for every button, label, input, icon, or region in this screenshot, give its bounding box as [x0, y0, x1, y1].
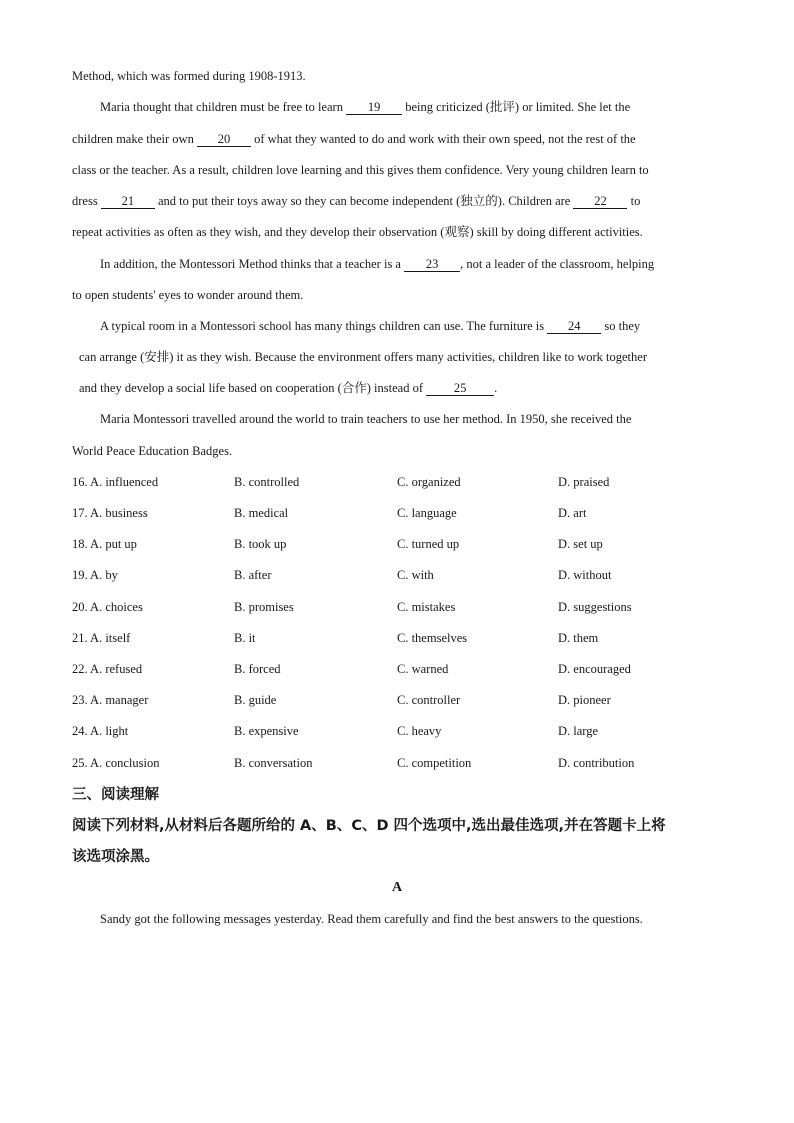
option-17-a: 17. A. business [72, 506, 148, 520]
passage-text: and they develop a social life based on cooperation (合作) instead of [79, 381, 423, 395]
passage-text: In addition, the Montessori Method thinks that a teacher is a [100, 257, 401, 271]
blank-21: 21 [101, 194, 155, 209]
option-20-b: B. promises [234, 600, 294, 614]
option-20-a: 20. A. choices [72, 600, 143, 614]
option-23-d: D. pioneer [558, 693, 611, 707]
passage-text: . [494, 381, 498, 395]
option-24-c: C. heavy [397, 724, 442, 738]
option-21-b: B. it [234, 631, 256, 645]
option-25-b: B. conversation [234, 756, 313, 770]
passage-line: can arrange (安排) it as they wish. Because the environment offers many activities, children like to work together [79, 350, 647, 364]
passage-line [100, 99, 630, 115]
passage-text: A typical room in a Montessori school has many things children can use. The furniture is [100, 319, 545, 333]
reading-intro: Sandy got the following messages yesterday. Read them carefully and find the best answers to the questions. [100, 912, 643, 926]
option-17-c: C. language [397, 506, 457, 520]
option-16-c: C. organized [397, 475, 461, 489]
passage-text: Maria thought that children must be free to learn [100, 100, 343, 114]
option-21-a: 21. A. itself [72, 631, 131, 645]
option-16-d: D. praised [558, 475, 610, 489]
passage-text: , not a leader of the classroom, helping [460, 257, 655, 271]
option-19-c: C. with [397, 568, 434, 582]
blank-19: 19 [346, 100, 402, 115]
passage-line [79, 380, 497, 396]
blank-24: 24 [547, 319, 601, 334]
option-25-d: D. contribution [558, 756, 635, 770]
passage-line: Method, which was formed during 1908-1913. [72, 69, 306, 83]
option-23-c: C. controller [397, 693, 461, 707]
option-18-d: D. set up [558, 537, 603, 551]
option-17-d: D. art [558, 506, 587, 520]
option-21-d: D. them [558, 631, 599, 645]
passage-line: repeat activities as often as they wish, and they develop their observation (观察) skill by doing different activities. [72, 225, 643, 239]
option-23-b: B. guide [234, 693, 277, 707]
option-20-d: D. suggestions [558, 600, 632, 614]
section-instruction: 阅读下列材料,从材料后各题所给的 A、B、C、D 四个选项中,选出最佳选项,并在答题卡上将 [72, 818, 666, 834]
passage-line [100, 318, 640, 334]
blank-22: 22 [573, 194, 627, 209]
option-19-d: D. without [558, 568, 612, 582]
blank-20: 20 [197, 132, 251, 147]
option-16-b: B. controlled [234, 475, 300, 489]
passage-text: children make their own [72, 132, 194, 146]
option-22-a: 22. A. refused [72, 662, 143, 676]
passage-text: dress [72, 194, 98, 208]
blank-25: 25 [426, 381, 494, 396]
option-19-b: B. after [234, 568, 272, 582]
option-18-b: B. took up [234, 537, 287, 551]
passage-text: to [630, 194, 641, 208]
option-18-a: 18. A. put up [72, 537, 137, 551]
passage-line: to open students' eyes to wonder around them. [72, 288, 304, 302]
section-instruction: 该选项涂黑。 [72, 849, 159, 865]
passage-line: World Peace Education Badges. [72, 444, 233, 458]
passage-line: Maria Montessori travelled around the world to train teachers to use her method. In 1950, she received the [100, 412, 632, 426]
passage-text: of what they wanted to do and work with their own speed, not the rest of the [254, 132, 636, 146]
passage-line [72, 193, 640, 209]
part-label: A [391, 880, 403, 895]
option-25-a: 25. A. conclusion [72, 756, 160, 770]
passage-text: so they [604, 319, 641, 333]
option-24-d: D. large [558, 724, 599, 738]
option-22-c: C. warned [397, 662, 449, 676]
option-18-c: C. turned up [397, 537, 460, 551]
option-17-b: B. medical [234, 506, 289, 520]
option-16-a: 16. A. influenced [72, 475, 159, 489]
section-heading: 三、阅读理解 [72, 787, 159, 803]
option-22-b: B. forced [234, 662, 281, 676]
option-19-a: 19. A. by [72, 568, 118, 582]
option-20-c: C. mistakes [397, 600, 456, 614]
option-25-c: C. competition [397, 756, 472, 770]
option-23-a: 23. A. manager [72, 693, 149, 707]
option-21-c: C. themselves [397, 631, 468, 645]
passage-line [72, 131, 636, 147]
blank-23: 23 [404, 257, 460, 272]
option-24-a: 24. A. light [72, 724, 129, 738]
passage-line [100, 256, 654, 272]
passage-text: being criticized (批评) or limited. She let the [405, 100, 631, 114]
passage-text: and to put their toys away so they can become independent (独立的). Children are [157, 194, 571, 208]
option-22-d: D. encouraged [558, 662, 631, 676]
passage-line: class or the teacher. As a result, children love learning and this gives them confidence. Very young children learn to [72, 163, 649, 177]
option-24-b: B. expensive [234, 724, 299, 738]
